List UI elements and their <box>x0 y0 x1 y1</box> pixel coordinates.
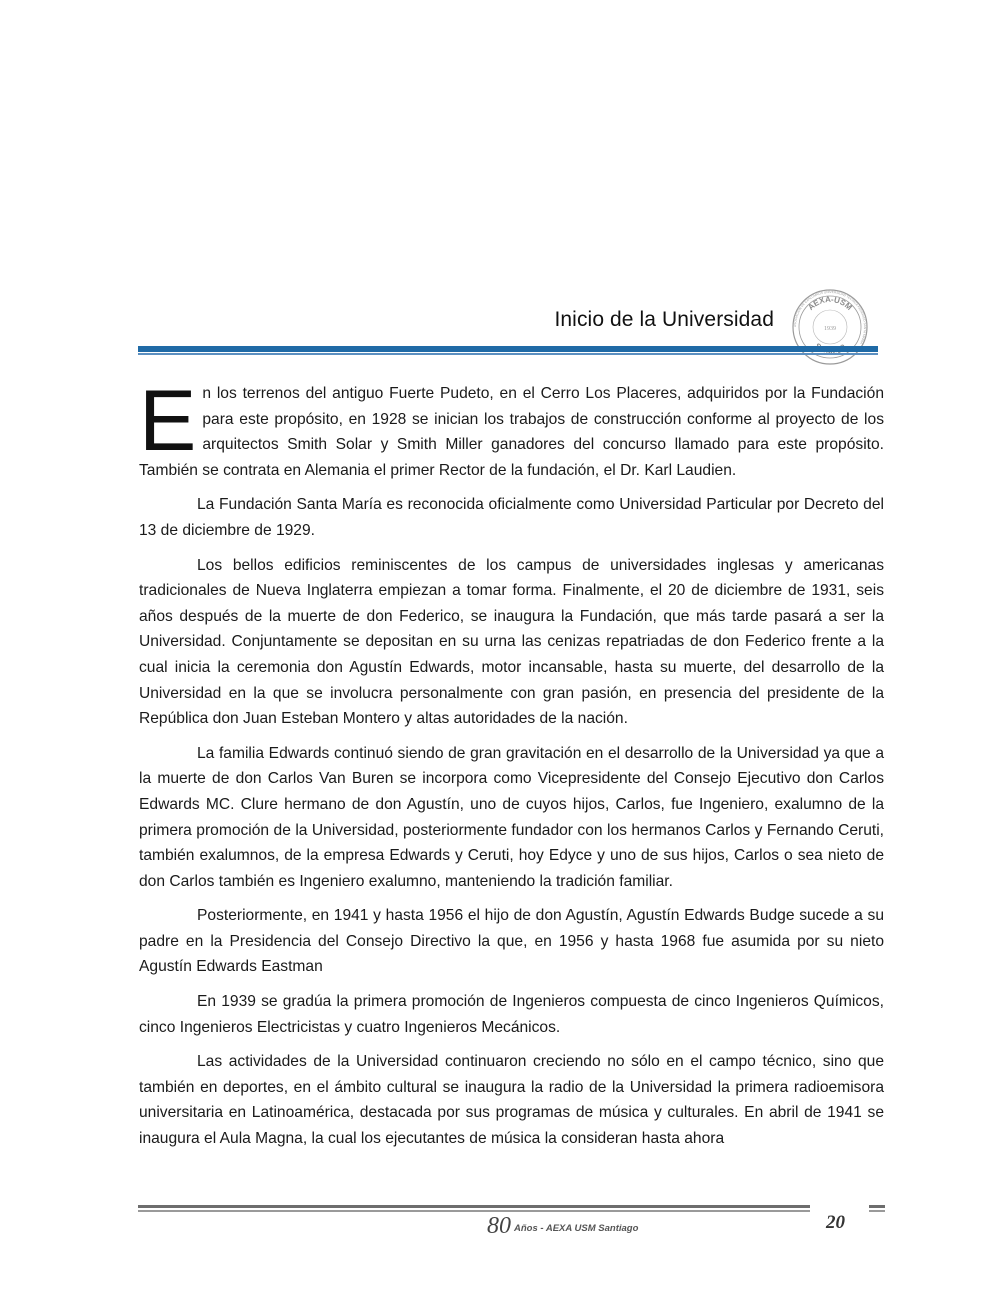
section-title: Inicio de la Universidad <box>554 308 774 331</box>
footer-logo-number: 80 <box>487 1213 511 1239</box>
footer-rule-short-thick <box>869 1205 885 1208</box>
seal-top-text: AEXA-USM <box>806 294 854 313</box>
article-body <box>139 373 884 1161</box>
page-number: 20 <box>826 1212 845 1233</box>
paragraph-3: Los bellos edificios reminiscentes de los campus de universidades inglesas y americanas tradicionales de Nueva Inglaterra empiezan a tomar forma. Finalmente, el 20 de diciembre de 1931, seis años después de la muerte de don Federico, se inaugura la Fundación, que más tarde pasará a ser la Universidad. Conjuntamente se depositan en su urna las cenizas repatriadas de don Federico frente a la cual inicia la ceremonia don Agustín Edwards, motor incansable, hasta su muerte, del desarrollo de la Universidad en la que se involucra personalmente con gran pasión, en presencia del presidente de la República don Juan Esteban Montero y altas autoridades de la nación. <box>139 556 884 728</box>
paragraph-1-text: n los terrenos del antiguo Fuerte Pudeto, en el Cerro Los Placeres, adquiridos por la Fundación para este propósito, en 1928 se inician los trabajos de construcción conforme al proyecto de los arquitectos Smith Solar y Smith Miller ganadores del concurso llamado para este propósito. También se contrata en Alemania el primer Rector de la fundación, el Dr. Karl Laudien. <box>139 385 884 479</box>
footer-anniversary-logo <box>487 1214 638 1238</box>
footer-rule-short <box>869 1205 885 1213</box>
header-rule-thick <box>138 346 878 352</box>
footer-rule-thin <box>138 1210 810 1212</box>
paragraph-5: Posteriormente, en 1941 y hasta 1956 el hijo de don Agustín, Agustín Edwards Budge sucede a su padre en la Presidencia del Consejo Directivo la que, en 1956 y hasta 1968 fue asumida por su nieto Agustín Edwards Eastman <box>139 907 884 976</box>
footer-logo-text: Años - AEXA USM Santiago <box>514 1223 639 1234</box>
header-rule <box>138 346 878 355</box>
footer-rule-thick <box>138 1205 810 1208</box>
footer-rule <box>138 1205 810 1213</box>
header-rule-thin <box>138 353 878 355</box>
seal-ring-text: ASOCIACIÓN DE EXALUMNOS UNIVERSIDAD TÉCNICA FEDERICO SANTA MARÍA <box>792 289 868 345</box>
paragraph-4: La familia Edwards continuó siendo de gran gravitación en el desarrollo de la Universidad ya que a la muerte de don Carlos Van Buren se incorpora como Vicepresidente del Consejo Ejecutivo don Carlos Edwards MC. Clure hermano de don Agustín, uno de cuyos hijos, Carlos, fue Ingeniero, exalumno de la primera promoción de la Universidad, posteriormente fundador con los hermanos Carlos y Fernando Ceruti, también exalumnos, de la empresa Edwards y Ceruti, hoy Edyce y uno de sus hijos, Carlos o sea nieto de don Carlos también es Ingeniero exalumno, manteniendo la tradición familiar. <box>139 744 884 890</box>
drop-cap: E <box>139 373 197 469</box>
seal-center-text: 1939 <box>824 326 836 332</box>
footer-rule-short-thin <box>869 1210 885 1212</box>
paragraph-2: La Fundación Santa María es reconocida oficialmente como Universidad Particular por Decreto del 13 de diciembre de 1929. <box>139 496 884 539</box>
paragraph-6: En 1939 se gradúa la primera promoción de Ingenieros compuesta de cinco Ingenieros Químicos, cinco Ingenieros Electricistas y cuatro Ingenieros Mecánicos. <box>139 993 884 1036</box>
paragraph-7: Las actividades de la Universidad continuaron creciendo no sólo en el campo técnico, sino que también en deportes, en el ámbito cultural se inaugura la radio de la Universidad la primera radioemisora universitaria en Latinoamérica, destacada por sus programas de música y culturales. En abril de 1941 se inaugura el Aula Magna, la cual los ejecutantes de música la consideran hasta ahora <box>139 1053 884 1148</box>
paragraph-1 <box>139 373 884 483</box>
